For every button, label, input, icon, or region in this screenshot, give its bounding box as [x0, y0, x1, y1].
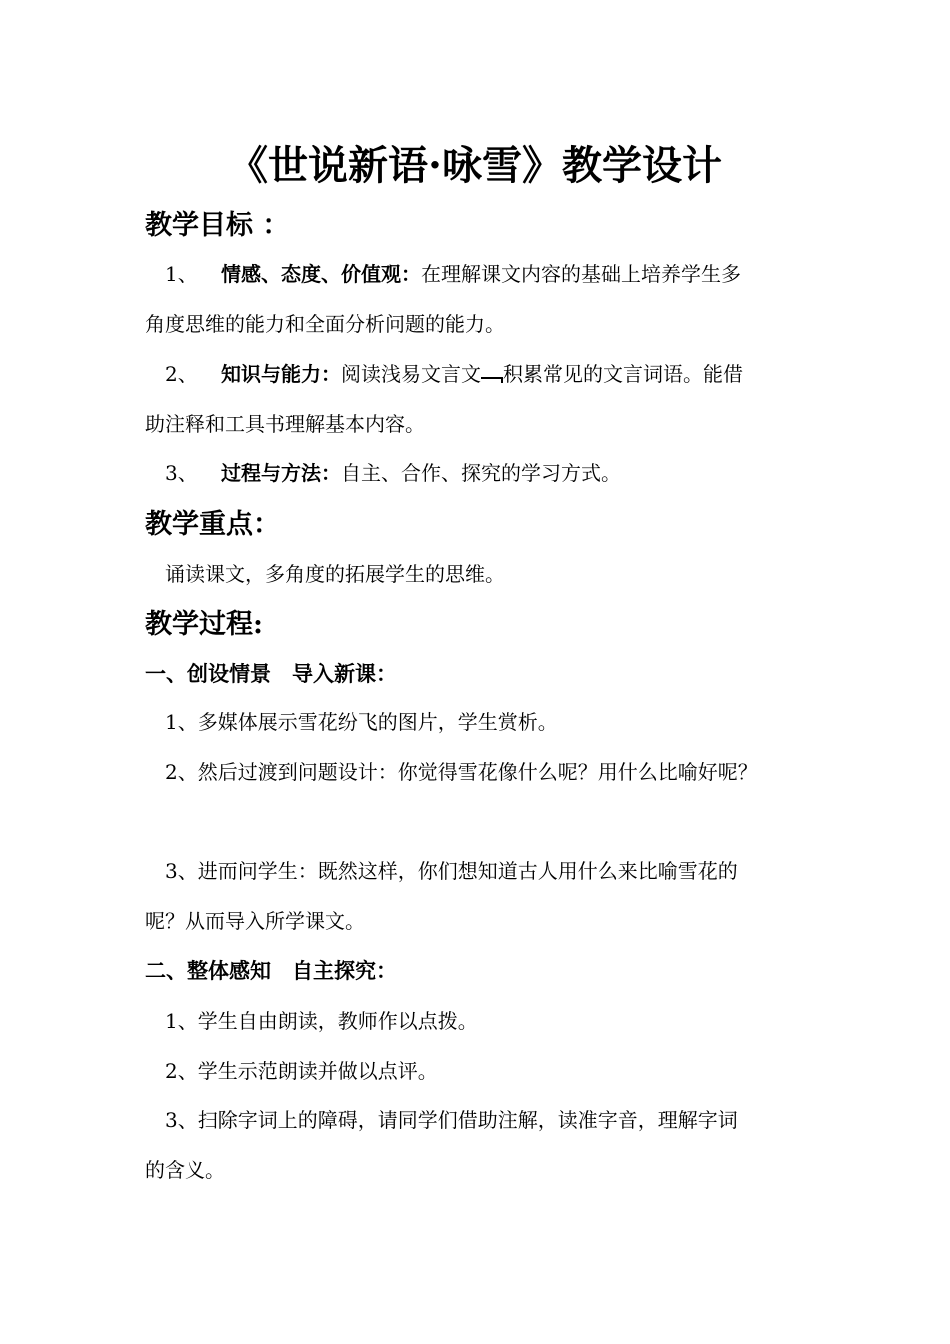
goal-item-1-continuation: 角度思维的能力和全面分析问题的能力。 — [145, 312, 505, 336]
section-1-item-1: 1、多媒体展示雪花纷飞的图片，学生赏析。 — [165, 710, 558, 734]
key-heading: 教学重点： — [145, 509, 280, 540]
section-2-item-2: 2、学生示范朗读并做以点评。 — [165, 1059, 438, 1083]
document-title: 《世说新语·咏雪》教学设计 — [228, 142, 722, 189]
goal-item-3 — [165, 457, 621, 489]
goal-item-label: 过程与方法： — [221, 461, 341, 485]
process-heading: 教学过程: — [145, 609, 263, 640]
goal-item-1 — [165, 258, 741, 290]
goal-item-text: 自主、合作、探究的学习方式。 — [341, 461, 621, 485]
goal-item-number: 1、 — [165, 262, 198, 286]
goal-item-number: 3、 — [165, 461, 198, 485]
section-1-item-3: 3、进而问学生：既然这样，你们想知道古人用什么来比喻雪花的 — [165, 859, 738, 883]
section-1-item-3-continuation: 呢？从而导入所学课文。 — [145, 909, 365, 933]
goal-item-label: 情感、态度、价值观： — [221, 262, 421, 286]
section-1-heading: 一、创设情景 导入新课： — [145, 661, 397, 686]
goal-item-label: 知识与能力： — [221, 362, 341, 386]
section-1-item-2: 2、然后过渡到问题设计：你觉得雪花像什么呢？用什么比喻好呢？ — [165, 760, 758, 784]
section-2-item-1: 1、学生自由朗读，教师作以点拨。 — [165, 1009, 478, 1033]
goals-heading: 教学目标 ： — [145, 210, 290, 241]
goal-item-text: 阅读浅易文言文 — [341, 362, 481, 386]
edit-mark — [481, 367, 503, 379]
section-2-heading: 二、整体感知 自主探究： — [145, 958, 397, 983]
goal-item-text: 在理解课文内容的基础上培养学生多 — [421, 262, 741, 286]
goal-item-2 — [165, 358, 743, 390]
section-2-item-3-continuation: 的含义。 — [145, 1158, 225, 1182]
goal-item-number: 2、 — [165, 362, 198, 386]
key-text: 诵读课文，多角度的拓展学生的思维。 — [165, 562, 505, 586]
section-2-item-3: 3、扫除字词上的障碍，请同学们借助注解，读准字音，理解字词 — [165, 1108, 738, 1132]
goal-item-text: 积累常见的文言词语。能借 — [503, 362, 743, 386]
goal-item-2-continuation: 助注释和工具书理解基本内容。 — [145, 412, 425, 436]
